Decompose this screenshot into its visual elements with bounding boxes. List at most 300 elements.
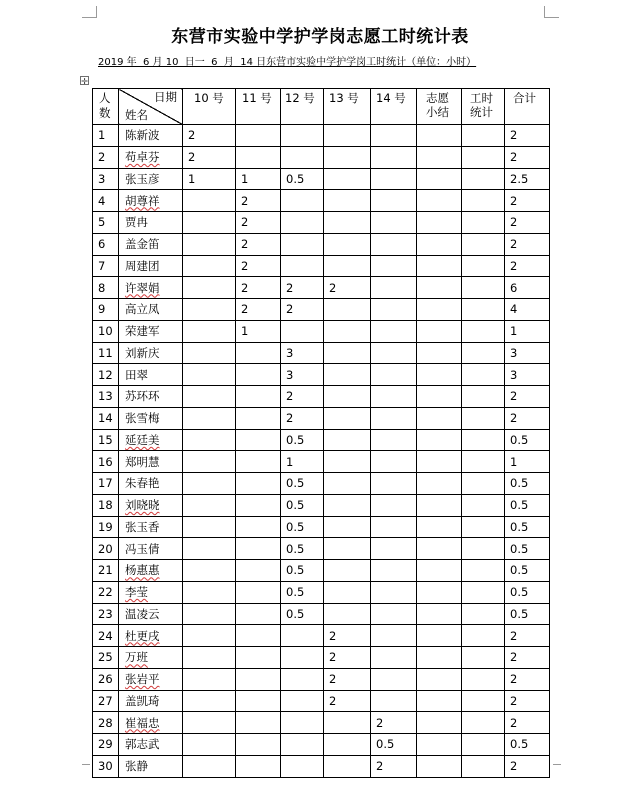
total-hours: 0.5: [505, 538, 550, 560]
person-name: 盖凯琦: [119, 690, 183, 712]
volunteer-summary: [417, 668, 462, 690]
hours-day-11: [236, 429, 281, 451]
hours-day-11: 1: [236, 320, 281, 342]
hours-day-13: [324, 516, 371, 538]
table-row: [93, 581, 550, 603]
volunteer-summary: [417, 603, 462, 625]
row-index: 20: [93, 538, 119, 560]
hours-day-11: [236, 560, 281, 582]
person-name: 朱春艳: [119, 473, 183, 495]
total-hours: 0.5: [505, 516, 550, 538]
total-hours: 2: [505, 146, 550, 168]
person-name: 冯玉倩: [119, 538, 183, 560]
total-hours: 4: [505, 299, 550, 321]
volunteer-summary: [417, 342, 462, 364]
hours-day-10: [183, 190, 236, 212]
hours-day-14: [371, 255, 417, 277]
volunteer-summary: [417, 146, 462, 168]
hours-day-13: [324, 581, 371, 603]
volunteer-summary: [417, 516, 462, 538]
hours-day-10: [183, 342, 236, 364]
hours-day-12: 2: [281, 277, 324, 299]
hours-day-14: [371, 299, 417, 321]
row-index: 17: [93, 473, 119, 495]
work-hours: [462, 690, 505, 712]
page-title: 东营市实验中学护学岗志愿工时统计表: [171, 27, 469, 47]
hours-day-10: 2: [183, 146, 236, 168]
volunteer-summary: [417, 538, 462, 560]
header-col: 合计: [505, 89, 550, 125]
volunteer-summary: [417, 407, 462, 429]
hours-day-14: [371, 190, 417, 212]
hours-day-11: 2: [236, 299, 281, 321]
hours-day-10: [183, 299, 236, 321]
hours-day-11: 2: [236, 212, 281, 234]
hours-day-14: [371, 560, 417, 582]
hours-day-10: 1: [183, 168, 236, 190]
total-hours: 2: [505, 212, 550, 234]
hours-day-13: [324, 190, 371, 212]
person-name: 崔福忠: [119, 712, 183, 734]
hours-day-14: [371, 538, 417, 560]
row-index: 10: [93, 320, 119, 342]
hours-day-14: 0.5: [371, 734, 417, 756]
hours-day-13: [324, 429, 371, 451]
hours-day-14: [371, 494, 417, 516]
person-name: 郭志武: [119, 734, 183, 756]
hours-day-13: [324, 320, 371, 342]
person-name: 苏环环: [119, 386, 183, 408]
hours-day-14: [371, 429, 417, 451]
table-row: [93, 255, 550, 277]
hours-day-14: [371, 320, 417, 342]
hours-day-10: [183, 473, 236, 495]
hours-day-14: [371, 364, 417, 386]
row-index: 25: [93, 647, 119, 669]
volunteer-summary: [417, 734, 462, 756]
volunteer-summary: [417, 560, 462, 582]
hours-day-14: [371, 386, 417, 408]
hours-day-11: [236, 625, 281, 647]
table-row: [93, 690, 550, 712]
crop-mark: [82, 17, 97, 18]
work-hours: [462, 212, 505, 234]
hours-day-12: 0.5: [281, 603, 324, 625]
total-hours: 6: [505, 277, 550, 299]
work-hours: [462, 386, 505, 408]
crop-mark: [553, 764, 561, 765]
work-hours: [462, 516, 505, 538]
hours-day-10: [183, 581, 236, 603]
hours-day-13: [324, 386, 371, 408]
hours-day-13: [324, 364, 371, 386]
hours-day-13: [324, 538, 371, 560]
volunteer-summary: [417, 125, 462, 147]
row-index: 5: [93, 212, 119, 234]
table-row: [93, 364, 550, 386]
hours-day-14: [371, 603, 417, 625]
hours-day-13: [324, 560, 371, 582]
volunteer-summary: [417, 690, 462, 712]
hours-day-11: [236, 581, 281, 603]
hours-day-11: [236, 712, 281, 734]
hours-day-12: [281, 734, 324, 756]
work-hours: [462, 451, 505, 473]
hours-day-10: [183, 494, 236, 516]
hours-day-13: [324, 168, 371, 190]
hours-day-12: 0.5: [281, 560, 324, 582]
header-col: 10 号: [183, 89, 236, 125]
person-name: 荣建军: [119, 320, 183, 342]
hours-day-12: [281, 668, 324, 690]
volunteer-summary: [417, 473, 462, 495]
total-hours: 2: [505, 233, 550, 255]
hours-day-13: [324, 712, 371, 734]
total-hours: 1: [505, 320, 550, 342]
crop-mark: [544, 17, 559, 18]
person-name: 杜更戌: [119, 625, 183, 647]
work-hours: [462, 277, 505, 299]
row-index: 4: [93, 190, 119, 212]
hours-day-12: [281, 625, 324, 647]
total-hours: 0.5: [505, 429, 550, 451]
hours-day-13: [324, 255, 371, 277]
hours-day-13: [324, 451, 371, 473]
row-index: 27: [93, 690, 119, 712]
hours-day-13: [324, 603, 371, 625]
row-index: 16: [93, 451, 119, 473]
volunteer-summary: [417, 299, 462, 321]
hours-day-13: [324, 407, 371, 429]
work-hours: [462, 712, 505, 734]
volunteer-summary: [417, 255, 462, 277]
hours-day-14: [371, 233, 417, 255]
hours-day-12: [281, 233, 324, 255]
total-hours: 0.5: [505, 603, 550, 625]
hours-day-10: [183, 516, 236, 538]
hours-day-11: [236, 734, 281, 756]
volunteer-summary: [417, 364, 462, 386]
hours-day-10: [183, 712, 236, 734]
volunteer-summary: [417, 168, 462, 190]
volunteer-summary: [417, 190, 462, 212]
hours-day-10: 2: [183, 125, 236, 147]
hours-day-13: [324, 342, 371, 364]
hours-day-12: [281, 125, 324, 147]
table-row: [93, 407, 550, 429]
volunteer-summary: [417, 212, 462, 234]
hours-day-13: [324, 125, 371, 147]
total-hours: 0.5: [505, 473, 550, 495]
hours-day-14: [371, 342, 417, 364]
hours-day-13: [324, 233, 371, 255]
hours-day-10: [183, 320, 236, 342]
hours-day-11: [236, 516, 281, 538]
header-col: 12 号: [281, 89, 324, 125]
volunteer-summary: [417, 320, 462, 342]
row-index: 21: [93, 560, 119, 582]
hours-day-12: [281, 755, 324, 777]
person-name: 万班: [119, 647, 183, 669]
total-hours: 2.5: [505, 168, 550, 190]
table-row: [93, 625, 550, 647]
hours-day-12: 0.5: [281, 429, 324, 451]
hours-day-10: [183, 647, 236, 669]
hours-day-12: 3: [281, 364, 324, 386]
work-hours: [462, 342, 505, 364]
hours-day-10: [183, 755, 236, 777]
volunteer-summary: [417, 647, 462, 669]
hours-table: [92, 88, 550, 778]
volunteer-summary: [417, 712, 462, 734]
row-index: 18: [93, 494, 119, 516]
hours-day-12: [281, 146, 324, 168]
work-hours: [462, 647, 505, 669]
total-hours: 1: [505, 451, 550, 473]
hours-day-11: 2: [236, 277, 281, 299]
hours-day-10: [183, 429, 236, 451]
hours-day-14: [371, 125, 417, 147]
hours-day-10: [183, 734, 236, 756]
hours-day-13: [324, 299, 371, 321]
hours-day-13: [324, 212, 371, 234]
table-row: [93, 146, 550, 168]
hours-day-12: [281, 190, 324, 212]
row-index: 7: [93, 255, 119, 277]
table-row: [93, 342, 550, 364]
volunteer-summary: [417, 494, 462, 516]
hours-day-11: [236, 386, 281, 408]
table-row: [93, 451, 550, 473]
hours-day-13: 2: [324, 690, 371, 712]
header-col: 工时统计: [462, 89, 505, 125]
table-row: [93, 277, 550, 299]
header-date-name-diagonal: [119, 89, 183, 125]
hours-day-10: [183, 690, 236, 712]
header-col: 14 号: [371, 89, 417, 125]
total-hours: 2: [505, 690, 550, 712]
total-hours: 2: [505, 386, 550, 408]
hours-day-11: [236, 647, 281, 669]
row-index: 15: [93, 429, 119, 451]
person-name: 周建团: [119, 255, 183, 277]
hours-day-11: [236, 494, 281, 516]
table-row: [93, 125, 550, 147]
total-hours: 2: [505, 712, 550, 734]
person-name: 苟卓芬: [119, 146, 183, 168]
hours-day-14: [371, 451, 417, 473]
total-hours: 2: [505, 125, 550, 147]
hours-day-12: [281, 320, 324, 342]
hours-day-10: [183, 212, 236, 234]
hours-day-11: [236, 364, 281, 386]
work-hours: [462, 233, 505, 255]
hours-day-11: [236, 407, 281, 429]
hours-day-13: 2: [324, 668, 371, 690]
total-hours: 3: [505, 342, 550, 364]
header-col: 11 号: [236, 89, 281, 125]
hours-day-14: [371, 581, 417, 603]
header-date: 日期: [154, 90, 177, 104]
hours-day-11: 2: [236, 190, 281, 212]
hours-day-10: [183, 668, 236, 690]
hours-day-13: [324, 494, 371, 516]
hours-day-14: [371, 277, 417, 299]
total-hours: 2: [505, 668, 550, 690]
hours-day-13: [324, 146, 371, 168]
row-index: 12: [93, 364, 119, 386]
person-name: 杨惠惠: [119, 560, 183, 582]
row-index: 6: [93, 233, 119, 255]
total-hours: 2: [505, 625, 550, 647]
hours-day-11: [236, 125, 281, 147]
header-name: 姓名: [125, 108, 148, 122]
row-index: 28: [93, 712, 119, 734]
total-hours: 2: [505, 407, 550, 429]
hours-day-12: [281, 647, 324, 669]
table-row: [93, 603, 550, 625]
total-hours: 2: [505, 647, 550, 669]
person-name: 高立凤: [119, 299, 183, 321]
hours-day-11: [236, 755, 281, 777]
hours-day-12: 0.5: [281, 494, 324, 516]
hours-day-12: 0.5: [281, 168, 324, 190]
hours-day-12: 1: [281, 451, 324, 473]
row-index: 19: [93, 516, 119, 538]
total-hours: 0.5: [505, 560, 550, 582]
table-row: [93, 668, 550, 690]
row-index: 29: [93, 734, 119, 756]
hours-day-10: [183, 407, 236, 429]
volunteer-summary: [417, 581, 462, 603]
person-name: 盖金笛: [119, 233, 183, 255]
hours-day-12: [281, 255, 324, 277]
hours-day-14: [371, 516, 417, 538]
row-index: 24: [93, 625, 119, 647]
hours-day-13: [324, 473, 371, 495]
person-name: 张静: [119, 755, 183, 777]
volunteer-summary: [417, 429, 462, 451]
table-row: [93, 473, 550, 495]
hours-day-14: [371, 668, 417, 690]
table-row: [93, 560, 550, 582]
total-hours: 0.5: [505, 581, 550, 603]
table-row: [93, 168, 550, 190]
work-hours: [462, 581, 505, 603]
work-hours: [462, 429, 505, 451]
work-hours: [462, 625, 505, 647]
hours-day-13: 2: [324, 625, 371, 647]
person-name: 温凌云: [119, 603, 183, 625]
person-name: 陈新波: [119, 125, 183, 147]
person-name: 李莹: [119, 581, 183, 603]
hours-day-13: 2: [324, 277, 371, 299]
row-index: 9: [93, 299, 119, 321]
table-row: [93, 320, 550, 342]
hours-day-14: [371, 473, 417, 495]
volunteer-summary: [417, 277, 462, 299]
volunteer-summary: [417, 625, 462, 647]
hours-day-14: [371, 690, 417, 712]
table-row: [93, 647, 550, 669]
hours-day-10: [183, 451, 236, 473]
row-index: 30: [93, 755, 119, 777]
header-col: 志愿小结: [417, 89, 462, 125]
person-name: 郑明慧: [119, 451, 183, 473]
hours-day-12: 0.5: [281, 538, 324, 560]
hours-day-11: 2: [236, 255, 281, 277]
hours-day-12: 0.5: [281, 473, 324, 495]
page-subtitle: 2019 年 6 月 10 日一 6 月 14 日东营市实验中学护学岗工时统计（单位：小时）: [98, 57, 477, 68]
hours-day-11: [236, 668, 281, 690]
volunteer-summary: [417, 451, 462, 473]
hours-day-12: [281, 212, 324, 234]
work-hours: [462, 146, 505, 168]
total-hours: 0.5: [505, 734, 550, 756]
row-index: 2: [93, 146, 119, 168]
table-row: [93, 233, 550, 255]
hours-day-12: [281, 690, 324, 712]
hours-day-14: [371, 647, 417, 669]
hours-day-12: 3: [281, 342, 324, 364]
work-hours: [462, 473, 505, 495]
volunteer-summary: [417, 386, 462, 408]
row-index: 1: [93, 125, 119, 147]
total-hours: 2: [505, 255, 550, 277]
hours-day-14: 2: [371, 712, 417, 734]
hours-day-10: [183, 386, 236, 408]
hours-day-11: 1: [236, 168, 281, 190]
work-hours: [462, 364, 505, 386]
hours-day-14: [371, 625, 417, 647]
hours-day-13: [324, 734, 371, 756]
work-hours: [462, 320, 505, 342]
header-col: 13 号: [324, 89, 371, 125]
row-index: 11: [93, 342, 119, 364]
table-row: [93, 299, 550, 321]
hours-day-11: [236, 342, 281, 364]
person-name: 张岩平: [119, 668, 183, 690]
hours-day-14: [371, 168, 417, 190]
work-hours: [462, 538, 505, 560]
person-name: 张玉彦: [119, 168, 183, 190]
table-row: [93, 734, 550, 756]
hours-day-10: [183, 538, 236, 560]
work-hours: [462, 125, 505, 147]
row-index: 22: [93, 581, 119, 603]
person-name: 刘晓晓: [119, 494, 183, 516]
table-row: [93, 755, 550, 777]
work-hours: [462, 755, 505, 777]
hours-day-12: 2: [281, 407, 324, 429]
table-row: [93, 429, 550, 451]
hours-day-10: [183, 277, 236, 299]
person-name: 胡尊祥: [119, 190, 183, 212]
row-index: 13: [93, 386, 119, 408]
person-name: 刘新庆: [119, 342, 183, 364]
row-index: 14: [93, 407, 119, 429]
hours-day-13: 2: [324, 647, 371, 669]
hours-day-11: [236, 538, 281, 560]
table-row: [93, 190, 550, 212]
hours-day-14: [371, 146, 417, 168]
table-move-handle-icon[interactable]: ✛: [81, 77, 88, 86]
work-hours: [462, 603, 505, 625]
hours-day-11: [236, 451, 281, 473]
hours-day-11: [236, 603, 281, 625]
work-hours: [462, 668, 505, 690]
table-row: [93, 386, 550, 408]
